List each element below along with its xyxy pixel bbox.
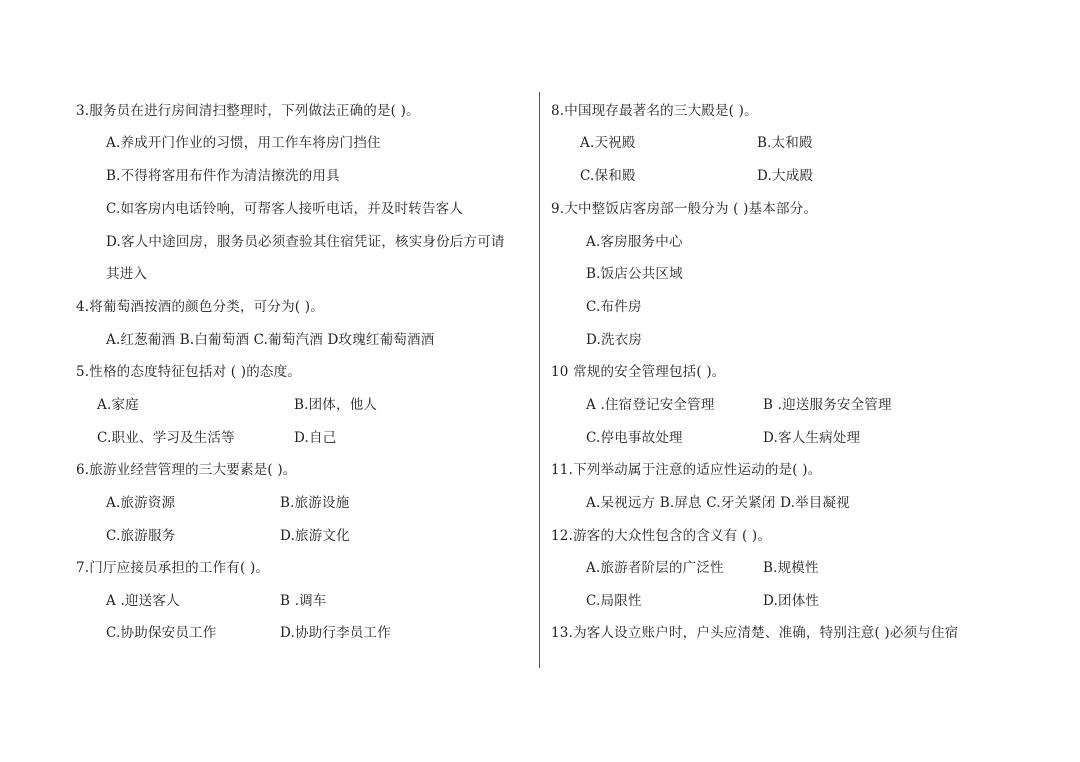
question-9-option-d: D.洗衣房 [586,332,643,348]
question-6-option-c: C.旅游服务 [106,528,176,544]
question-5-option-d: D.自己 [294,430,337,446]
question-5-option-b: B.团体，他人 [294,397,378,413]
question-10-option-d: D.客人生病处理 [763,430,861,446]
question-9-option-c: C.布件房 [586,299,642,315]
question-12-option-d: D.团体性 [763,593,820,609]
question-12-option-a: A.旅游者阶层的广泛性 [586,560,724,576]
question-5-stem: 5.性格的态度特征包括对 ( )的态度。 [76,364,301,380]
question-4-stem: 4.将葡萄酒按酒的颜色分类，可分为( )。 [76,299,324,315]
question-8-option-b: B.太和殿 [757,135,813,151]
question-10-option-a: A .住宿登记安全管理 [586,397,715,413]
question-8-option-c: C.保和殿 [580,168,636,184]
question-3-option-a: A.养成开门作业的习惯，用工作车将房门挡住 [106,135,381,151]
question-7-option-b: B .调车 [280,593,327,609]
question-10-option-c: C.停电事故处理 [586,430,683,446]
question-3-option-c: C.如客房内电话铃响，可帮客人接听电话，并及时转告客人 [106,201,464,217]
question-6-stem: 6.旅游业经营管理的三大要素是( )。 [76,462,297,478]
question-7-option-a: A .迎送客人 [106,593,180,609]
question-6-option-b: B.旅游设施 [280,495,350,511]
question-3-stem: 3.服务员在进行房间清扫整理时，下列做法正确的是( )。 [76,103,420,119]
question-8-stem: 8.中国现存最著名的三大殿是( )。 [551,103,758,119]
question-8-option-a: A.天祝殿 [580,135,636,151]
question-5-option-c: C.职业、学习及生活等 [97,430,235,446]
question-4-options: A.红葱葡酒 B.白葡萄酒 C.葡萄汽酒 D玫瑰红葡萄酒酒 [106,332,435,348]
question-7-stem: 7.门厅应接员承担的工作有( )。 [76,560,270,576]
question-3-option-d: D.客人中途回房，服务员必须查验其住宿凭证，核实身份后方可请 [106,234,505,250]
question-7-option-c: C.协助保安员工作 [106,625,217,641]
question-9-stem: 9.大中整饭店客房部一般分为 ( )基本部分。 [551,201,818,217]
question-3-option-d-continued: 其进入 [106,266,148,282]
question-6-option-d: D.旅游文化 [280,528,350,544]
question-9-option-a: A.客房服务中心 [586,234,683,250]
question-12-option-c: C.局限性 [586,593,642,609]
question-13-stem: 13.为客人设立账户时，户头应清楚、准确，特别注意( )必须与住宿 [551,625,959,641]
question-11-stem: 11.下列举动属于注意的适应性运动的是( )。 [551,462,822,478]
question-5-option-a: A.家庭 [97,397,139,413]
question-12-option-b: B.规模性 [763,560,819,576]
question-10-option-b: B .迎送服务安全管理 [763,397,892,413]
column-divider [539,92,540,668]
question-3-option-b: B.不得将客用布件作为清洁擦洗的用具 [106,168,340,184]
question-12-stem: 12.游客的大众性包含的含义有 ( )。 [551,528,772,544]
question-10-stem: 10 常规的安全管理包括( )。 [551,364,726,380]
question-8-option-d: D.大成殿 [757,168,814,184]
question-7-option-d: D.协助行李员工作 [280,625,391,641]
question-6-option-a: A.旅游资源 [106,495,176,511]
question-9-option-b: B.饭店公共区域 [586,266,683,282]
question-11-options: A.呆视远方 B.屏息 C.牙关紧闭 D.举目凝视 [586,495,850,511]
